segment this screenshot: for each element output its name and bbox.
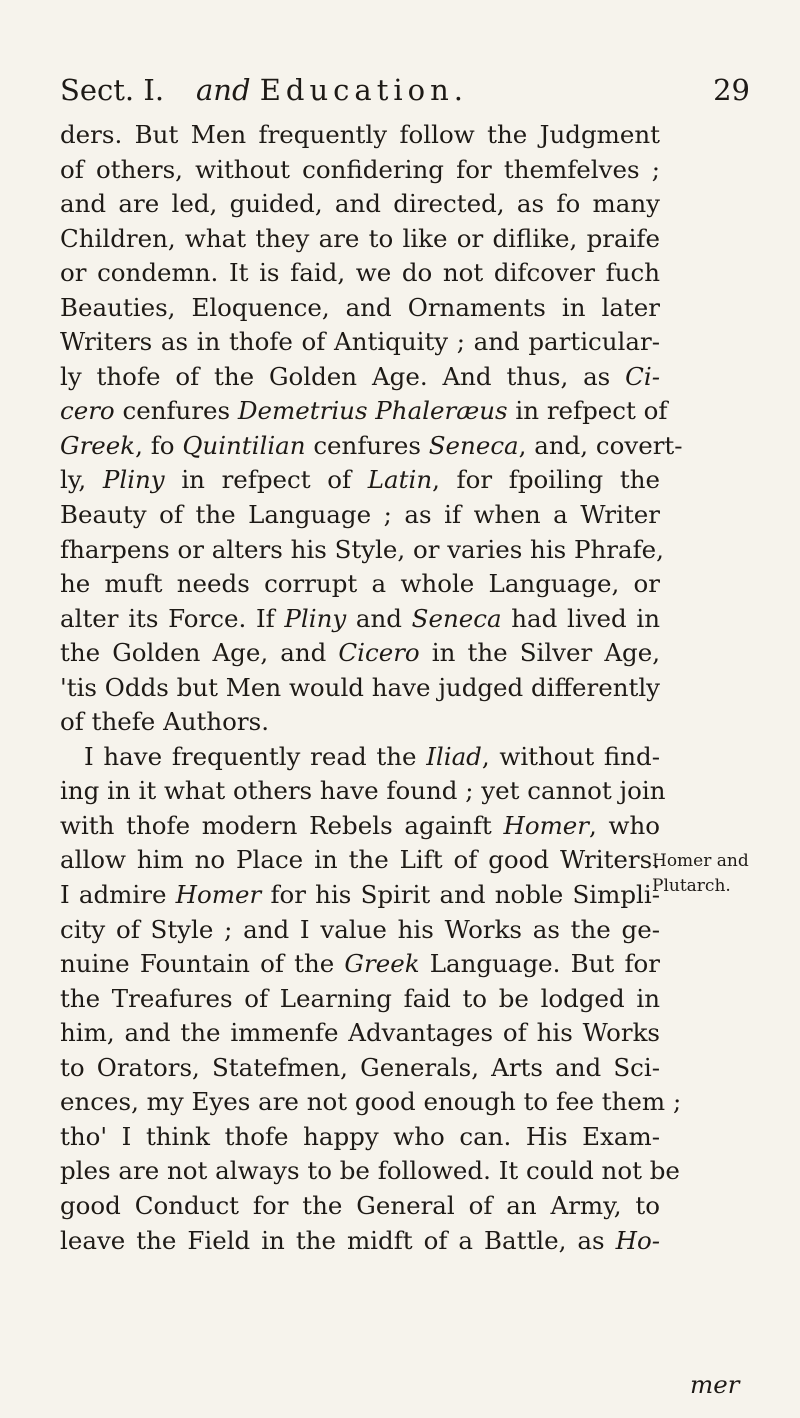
- text-span: allow him no Place in the Lift of good Writers.: [60, 845, 660, 875]
- text-span: Beauties, Eloquence, and Ornaments in later: [60, 292, 660, 322]
- text-span: tho' I think thofe happy who can. His Exam-: [60, 1121, 660, 1151]
- text-span: ly thofe of the Golden Age. And thus, as: [60, 361, 626, 391]
- text-line: [60, 878, 660, 913]
- text-line: [60, 774, 666, 809]
- italic-span: Ci-: [625, 361, 660, 391]
- text-line: [60, 982, 660, 1017]
- running-title-education: Education.: [259, 73, 468, 107]
- text-span: good Conduct for the General of an Army, to: [60, 1190, 660, 1220]
- text-line: [60, 843, 660, 878]
- text-line: [60, 913, 660, 948]
- text-span: with thofe modern Rebels againft: [60, 810, 504, 840]
- text-span: the Treafures of Learning faid to be lodged in: [60, 983, 660, 1013]
- italic-span: Pliny: [284, 603, 347, 633]
- text-line: [60, 291, 660, 326]
- text-line: [60, 947, 660, 982]
- running-title: [196, 70, 468, 110]
- text-span: Writers as in thofe of Antiquity ; and particular-: [60, 327, 660, 357]
- text-line: [60, 394, 668, 429]
- italic-span: Demetrius Phaleræus: [237, 396, 508, 426]
- text-span: ences, my Eyes are not good enough to fee them ;: [60, 1087, 682, 1117]
- text-span: had lived in: [501, 603, 661, 633]
- text-line: [60, 671, 660, 706]
- italic-span: Homer: [175, 880, 262, 910]
- text-line: [60, 533, 664, 568]
- text-line: [60, 429, 683, 464]
- text-span: of thefe Authors.: [60, 707, 270, 737]
- italic-span: Seneca: [428, 430, 519, 460]
- text-line: [60, 1085, 682, 1120]
- text-span: ing in it what others have found ; yet cannot join: [60, 776, 666, 806]
- marginal-note: [652, 849, 798, 899]
- italic-span: Pliny: [102, 465, 165, 495]
- text-span: ly,: [60, 465, 103, 495]
- italic-span: Iliad: [426, 741, 482, 771]
- text-line: [60, 463, 660, 498]
- text-span: I admire: [60, 880, 176, 910]
- text-line: [60, 705, 660, 740]
- italic-span: Homer: [503, 810, 590, 840]
- text-line: [60, 1120, 660, 1155]
- text-span: he muft needs corrupt a whole Language, or: [60, 569, 660, 599]
- text-span: fharpens or alters his Style, or varies his Phrafe,: [60, 534, 664, 564]
- text-span: in the Silver Age,: [419, 638, 660, 668]
- section-label: Sect. I.: [60, 73, 165, 107]
- text-line: [60, 360, 660, 395]
- text-span: in refpect of: [507, 396, 668, 426]
- text-span: him, and the immenfe Advantages of his Works: [60, 1018, 660, 1048]
- running-header: [60, 70, 750, 110]
- text-line: [60, 256, 660, 291]
- italic-span: Seneca: [411, 603, 502, 633]
- text-line: [60, 1016, 660, 1051]
- italic-span: Ho-: [615, 1225, 660, 1255]
- text-line: [60, 498, 660, 533]
- text-span: cenfures: [305, 430, 429, 460]
- marginal-note-line: Plutarch.: [652, 876, 731, 896]
- text-span: Language. But for: [419, 949, 660, 979]
- text-span: of others, without confidering for themfelves ;: [60, 154, 660, 184]
- text-span: , without find-: [481, 741, 660, 771]
- text-span: cenfures: [114, 396, 238, 426]
- text-span: , who: [589, 810, 660, 840]
- text-span: , and, covert-: [518, 430, 683, 460]
- text-line: [60, 325, 660, 360]
- page-number: 29: [713, 73, 750, 107]
- text-line: [60, 1154, 680, 1189]
- italic-span: Latin: [367, 465, 433, 495]
- text-line: [60, 809, 660, 844]
- body-text: [60, 118, 683, 1258]
- text-span: ples are not always to be followed. It could not be: [60, 1156, 680, 1186]
- text-span: Beauty of the Language ; as if when a Writer: [60, 500, 660, 530]
- text-span: ders. But Men frequently follow the Judgment: [60, 120, 660, 149]
- text-line: [60, 222, 660, 257]
- text-line: [60, 1224, 660, 1259]
- running-title-and: and: [196, 73, 251, 107]
- text-span: , for fpoiling the: [432, 465, 660, 495]
- text-span: I have frequently read the: [84, 741, 427, 771]
- italic-span: Cicero: [338, 638, 420, 668]
- italic-span: cero: [60, 396, 115, 426]
- text-span: 'tis Odds but Men would have judged differently: [60, 672, 660, 702]
- text-span: alter its Force. If: [60, 603, 285, 633]
- text-line: [60, 1189, 660, 1224]
- text-span: the Golden Age, and: [60, 638, 339, 668]
- text-line: [60, 602, 660, 637]
- text-line: [60, 187, 660, 222]
- text-span: in refpect of: [164, 465, 368, 495]
- text-line: [60, 1051, 660, 1086]
- text-span: for his Spirit and noble Simpli-: [261, 880, 660, 910]
- marginal-note-line: Homer and: [652, 851, 749, 871]
- text-line: [60, 567, 660, 602]
- italic-span: Greek: [344, 949, 420, 979]
- text-line: [60, 118, 660, 153]
- italic-span: Quintilian: [182, 430, 306, 460]
- text-line: [60, 153, 660, 188]
- text-span: Children, what they are to like or diflike, praife: [60, 223, 660, 253]
- text-span: and: [346, 603, 412, 633]
- text-span: city of Style ; and I value his Works as the ge-: [60, 914, 660, 944]
- text-span: to Orators, Statefmen, Generals, Arts and Sci-: [60, 1052, 660, 1082]
- text-span: or condemn. It is faid, we do not difcover fuch: [60, 258, 660, 288]
- text-line: [60, 740, 660, 775]
- catchword: mer: [690, 1370, 740, 1399]
- text-span: , fo: [135, 430, 183, 460]
- text-line: [60, 636, 660, 671]
- text-span: leave the Field in the midft of a Battle, as: [60, 1225, 616, 1255]
- italic-span: Greek: [60, 430, 136, 460]
- text-span: nuine Fountain of the: [60, 949, 345, 979]
- text-span: and are led, guided, and directed, as fo many: [60, 189, 660, 219]
